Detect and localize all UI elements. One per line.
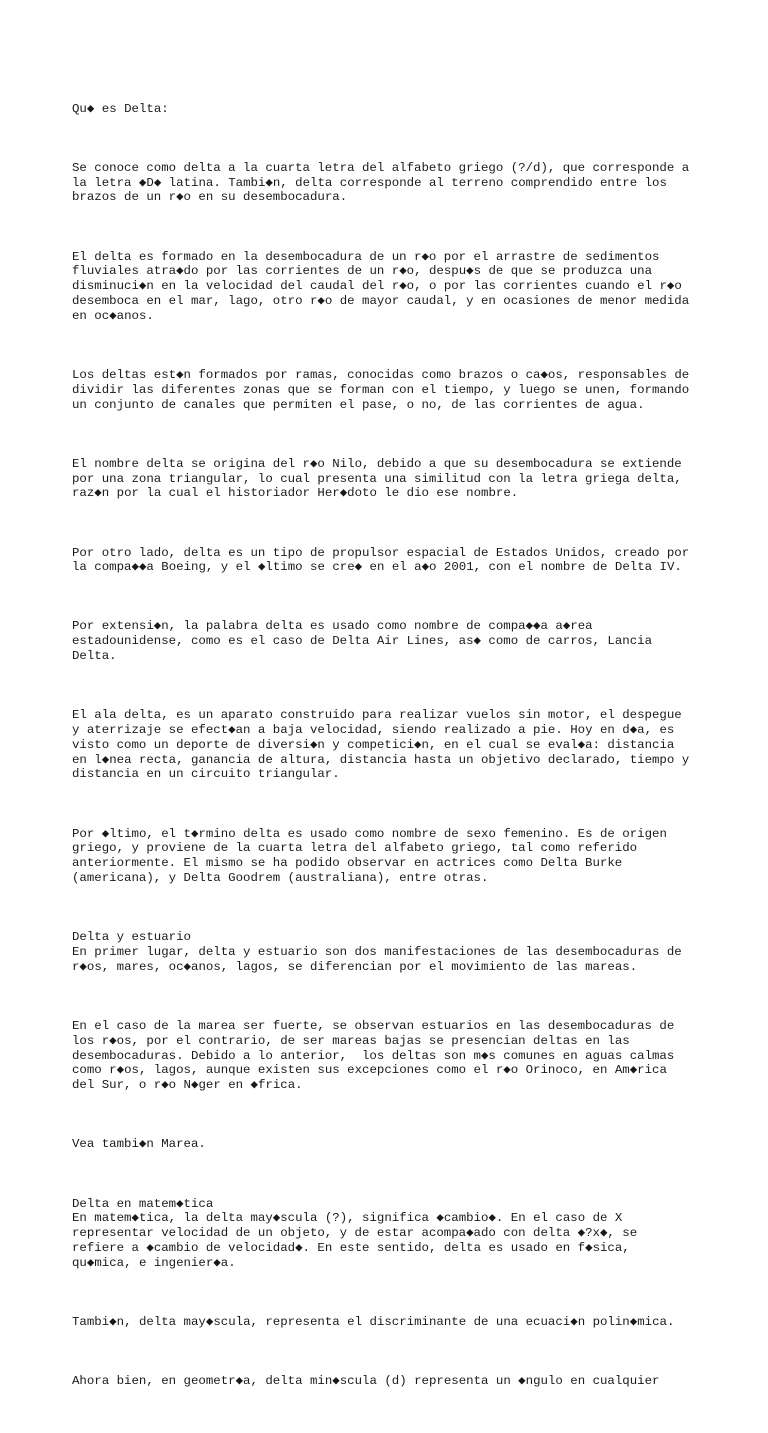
document-body — [72, 72, 702, 1433]
document-title: Qu◆ es Delta: — [72, 101, 169, 116]
paragraph-delta-estuary: Delta y estuario En primer lugar, delta y estuario son dos manifestaciones de las desembocaduras de r◆os, mares, oc◆anos, lagos, se diferencian por el movimiento de las mareas. — [72, 930, 682, 974]
paragraph-formation: El delta es formado en la desembocadura de un r◆o por el arrastre de sedimentos fluviales atra◆do por las corrientes de un r◆o, despu◆s de que se produzca una disminuci◆n en la velocidad del caudal del r◆o, o por las corrientes cuando el r◆o desemboca en el mar, lago, otro r◆o de mayor caudal, y en ocasiones de menor medida en oc◆anos. — [72, 249, 690, 323]
paragraph-hang-glider: El ala delta, es un aparato construido para realizar vuelos sin motor, el despegue y aterrizaje se efect◆an a baja velocidad, siendo realizado a pie. Hoy en d◆a, es visto como un deporte de diversi◆n y competici◆n, en el cual se eval◆a: distancia en l◆nea recta, ganancia de altura, distancia hasta un objetivo declarado, tiempo y distancia en un circuito triangular. — [72, 708, 690, 782]
paragraph-tides: En el caso de la marea ser fuerte, se observan estuarios en las desembocaduras de los r◆os, por el contrario, de ser mareas bajas se presencian deltas en las desembocaduras. Debido a lo anterior, los deltas son m◆s comunes en aguas calmas como r◆os, lagos, aunque existen sus excepciones como el r◆o Orinoco, en Am◆rica del Sur, o r◆o N◆ger en ◆frica. — [72, 1019, 675, 1093]
paragraph-branches: Los deltas est◆n formados por ramas, conocidas como brazos o ca◆os, responsables de dividir las diferentes zonas que se forman con el tiempo, y luego se unen, formando un conjunto de canales que permiten el pase, o no, de las corrientes de agua. — [72, 367, 690, 412]
paragraph-discriminant: Tambi◆n, delta may◆scula, representa el discriminante de una ecuaci◆n polin◆mica. — [72, 1314, 675, 1329]
paragraph-female-name: Por ◆ltimo, el t◆rmino delta es usado como nombre de sexo femenino. Es de origen griego, y proviene de la cuarta letra del alfabeto griego, tal como referido anteriormente. El mismo se ha podido observar en actrices como Delta Burke (americana), y Delta Goodrem (australiana), entre otras. — [72, 826, 667, 886]
paragraph-propulsor: Por otro lado, delta es un tipo de propulsor espacial de Estados Unidos, creado por la compa◆◆a Boeing, y el ◆ltimo se cre◆ en el a◆o 2001, con el nombre de Delta IV. — [72, 545, 690, 575]
paragraph-mathematics: Delta en matem◆tica En matem◆tica, la delta may◆scula (?), significa ◆cambio◆. En el caso de X representar velocidad de un objeto, y de estar acompa◆ado con delta ◆?x◆, se refiere a ◆cambio de velocidad◆. En este sentido, delta es usado en f◆sica, qu◆mica, e ingenier◆a. — [72, 1196, 638, 1270]
paragraph-geometry: Ahora bien, en geometr◆a, delta min◆scula (d) representa un ◆ngulo en cualquier — [72, 1374, 660, 1389]
paragraph-extension: Por extensi◆n, la palabra delta es usado como nombre de compa◆◆a a◆rea estadounidense, como es el caso de Delta Air Lines, as◆ como de carros, Lancia Delta. — [72, 619, 653, 664]
paragraph-definition: Se conoce como delta a la cuarta letra del alfabeto griego (?/d), que corresponde a la letra ◆D◆ latina. Tambi◆n, delta corresponde al terreno comprendido entre los brazos de un r◆o en su desembocadura. — [72, 160, 690, 205]
paragraph-see-also: Vea tambi◆n Marea. — [72, 1137, 206, 1152]
paragraph-name-origin: El nombre delta se origina del r◆o Nilo, debido a que su desembocadura se extiende por una zona triangular, lo cual presenta una similitud con la letra griega delta, raz◆n por la cual el historiador Her◆doto le dio ese nombre. — [72, 456, 682, 501]
